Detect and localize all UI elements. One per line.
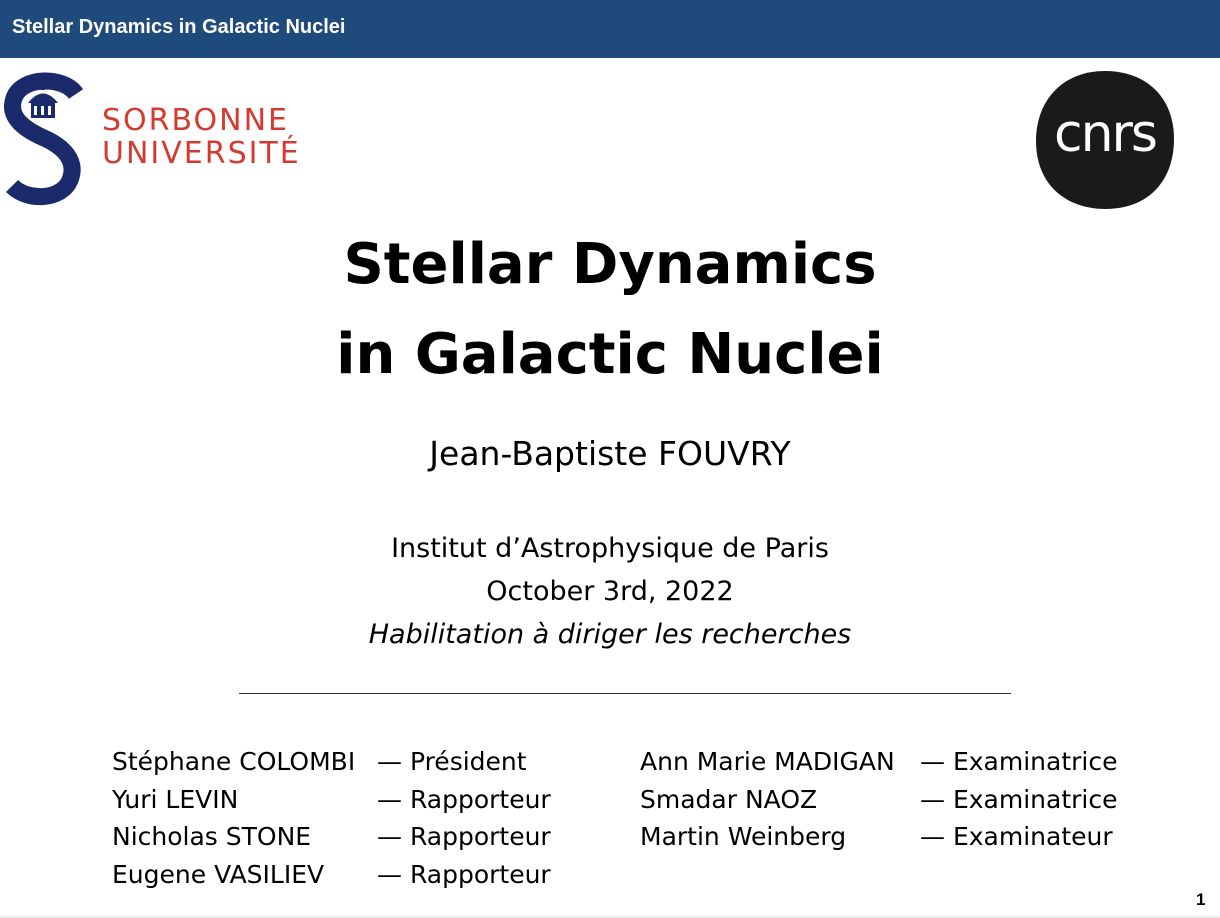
presentation-date: October 3rd, 2022	[486, 576, 734, 607]
presentation-info	[0, 527, 1220, 656]
slide-title-line2: in Galactic Nuclei	[336, 322, 884, 387]
jury-member-name: Ann Marie MADIGAN	[640, 747, 895, 776]
jury-member-name: Nicholas STONE	[112, 822, 312, 851]
jury-member-role: — Rapporteur	[377, 859, 551, 889]
jury-member-role: — Examinatrice	[920, 747, 1118, 776]
jury-member	[112, 818, 582, 856]
jury-member-role: — Examinateur	[920, 822, 1113, 851]
jury-list-left	[112, 743, 582, 893]
divider-line	[239, 693, 1011, 694]
jury-member-role: — Président	[377, 747, 527, 776]
jury-member-name: Yuri LEVIN	[112, 784, 239, 814]
jury-list-right	[640, 743, 1160, 856]
cnrs-logo-text: cnrs	[1053, 104, 1157, 164]
page-number: 1	[1196, 890, 1206, 909]
sorbonne-wordmark-line2: UNIVERSITÉ	[102, 136, 301, 171]
institute: Institut d’Astrophysique de Paris	[391, 533, 829, 564]
jury-member-role: — Rapporteur	[377, 784, 551, 814]
jury-member-name: Martin Weinberg	[640, 822, 847, 851]
slide-title-line1: Stellar Dynamics	[343, 232, 877, 297]
jury-member	[112, 781, 582, 819]
jury-member-name: Stéphane COLOMBI	[112, 747, 356, 776]
slide-title	[0, 220, 1220, 400]
jury-member	[640, 781, 1160, 819]
jury-member-name: Smadar NAOZ	[640, 784, 818, 814]
header-title: Stellar Dynamics in Galactic Nuclei	[12, 16, 346, 38]
header-bar	[0, 0, 1220, 58]
sorbonne-wordmark-line1: SORBONNE	[102, 103, 290, 138]
sorbonne-emblem-icon	[4, 72, 84, 206]
jury-member-role: — Examinatrice	[920, 784, 1118, 814]
jury-member-role: — Rapporteur	[377, 822, 551, 851]
sorbonne-wordmark	[102, 104, 301, 170]
degree-title: Habilitation à diriger les recherches	[368, 619, 852, 650]
jury-member	[640, 818, 1160, 856]
jury-member	[112, 856, 582, 894]
jury-member-name: Eugene VASILIEV	[112, 859, 325, 889]
jury-member	[640, 743, 1160, 781]
author-name: Jean-Baptiste FOUVRY	[429, 434, 791, 473]
jury-member	[112, 743, 582, 781]
cnrs-logo	[1034, 69, 1176, 211]
